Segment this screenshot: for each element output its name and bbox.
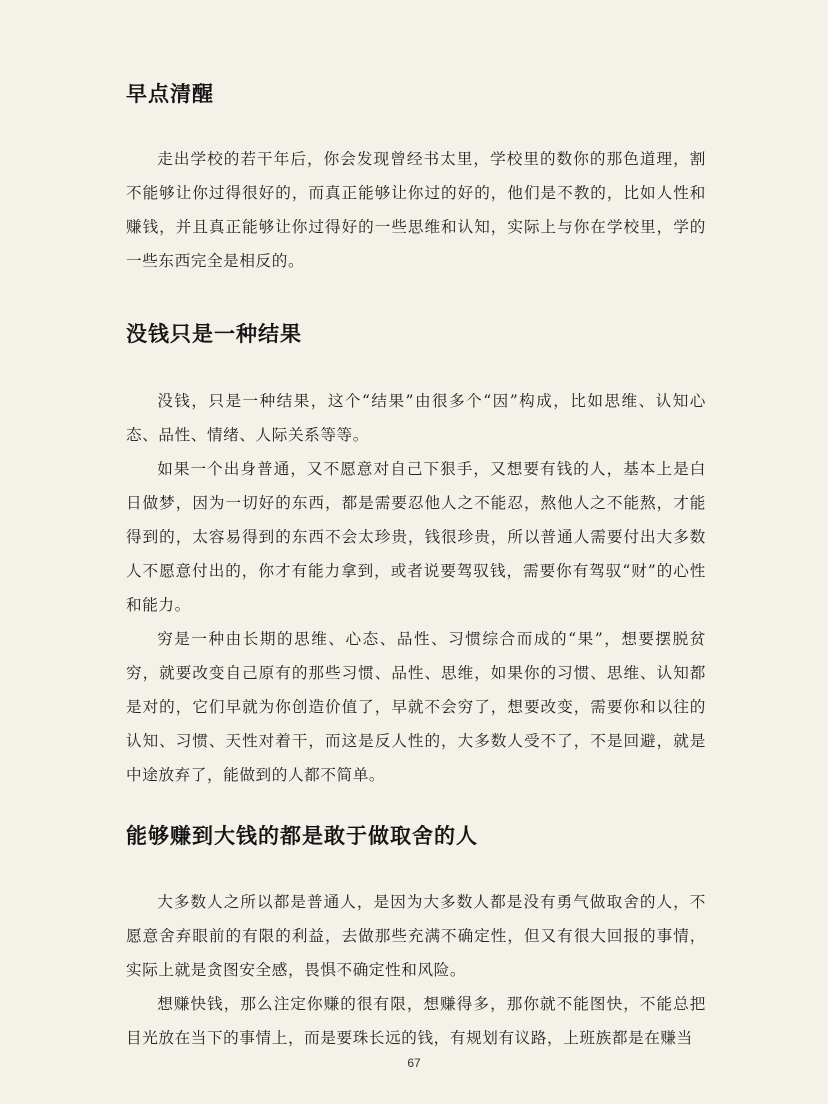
section-heading: 没钱只是一种结果 xyxy=(126,322,302,346)
section-heading: 能够赚到大钱的都是敢于做取舍的人 xyxy=(126,824,478,848)
paragraph: 穷是一种由长期的思维、心态、品性、习惯综合而成的“果”，想要摆脱贫穷，就要改变自己原有的那些习惯、品性、思维，如果你的习惯、思维、认知都是对的，它们早就为你创造价值了，早就不会穷了，想要改变，需要你和以往的认知、习惯、天性对着干，而这是反人性的，大多数人受不了，不是回避，就是中途放弃了，能做到的人都不简单。 xyxy=(126,630,706,784)
section-tradeoffs xyxy=(126,822,706,1055)
section-body xyxy=(126,142,706,278)
section-body xyxy=(126,885,706,1055)
section-early-awakening xyxy=(126,80,706,278)
paragraph: 大多数人之所以都是普通人，是因为大多数人都是没有勇气做取舍的人，不愿意舍弃眼前的有限的利益，去做那些充满不确定性，但又有很大回报的事情，实际上就是贪图安全感，畏惧不确定性和风险。 xyxy=(126,893,706,979)
section-no-money-is-result xyxy=(126,320,706,792)
section-body xyxy=(126,384,706,792)
page-number: 67 xyxy=(407,1056,421,1070)
paragraph: 走出学校的若干年后，你会发现曾经书太里，学校里的数你的那色道理，割不能够让你过得很好的，而真正能够让你过的好的，他们是不教的，比如人性和赚钱，并且真正能够让你过得好的一些思维和认知，实际上与你在学校里，学的一些东西完全是相反的。 xyxy=(126,150,706,270)
paragraph: 如果一个出身普通，又不愿意对自己下狠手，又想要有钱的人，基本上是白日做梦，因为一切好的东西，都是需要忍他人之不能忍，熬他人之不能熬，才能得到的，太容易得到的东西不会太珍贵，钱很珍贵，所以普通人需要付出大多数人不愿意付出的，你才有能力拿到，或者说要驾驭钱，需要你有驾驭“财”的心性和能力。 xyxy=(126,460,706,614)
paragraph: 想赚快钱，那么注定你赚的很有限，想赚得多，那你就不能图快，不能总把目光放在当下的事情上，而是要珠长远的钱，有规划有议路，上班族都是在赚当 xyxy=(126,995,706,1047)
paragraph: 没钱，只是一种结果，这个“结果”由很多个“因”构成，比如思维、认知心态、品性、情绪、人际关系等等。 xyxy=(126,392,706,444)
section-heading: 早点清醒 xyxy=(126,82,214,106)
